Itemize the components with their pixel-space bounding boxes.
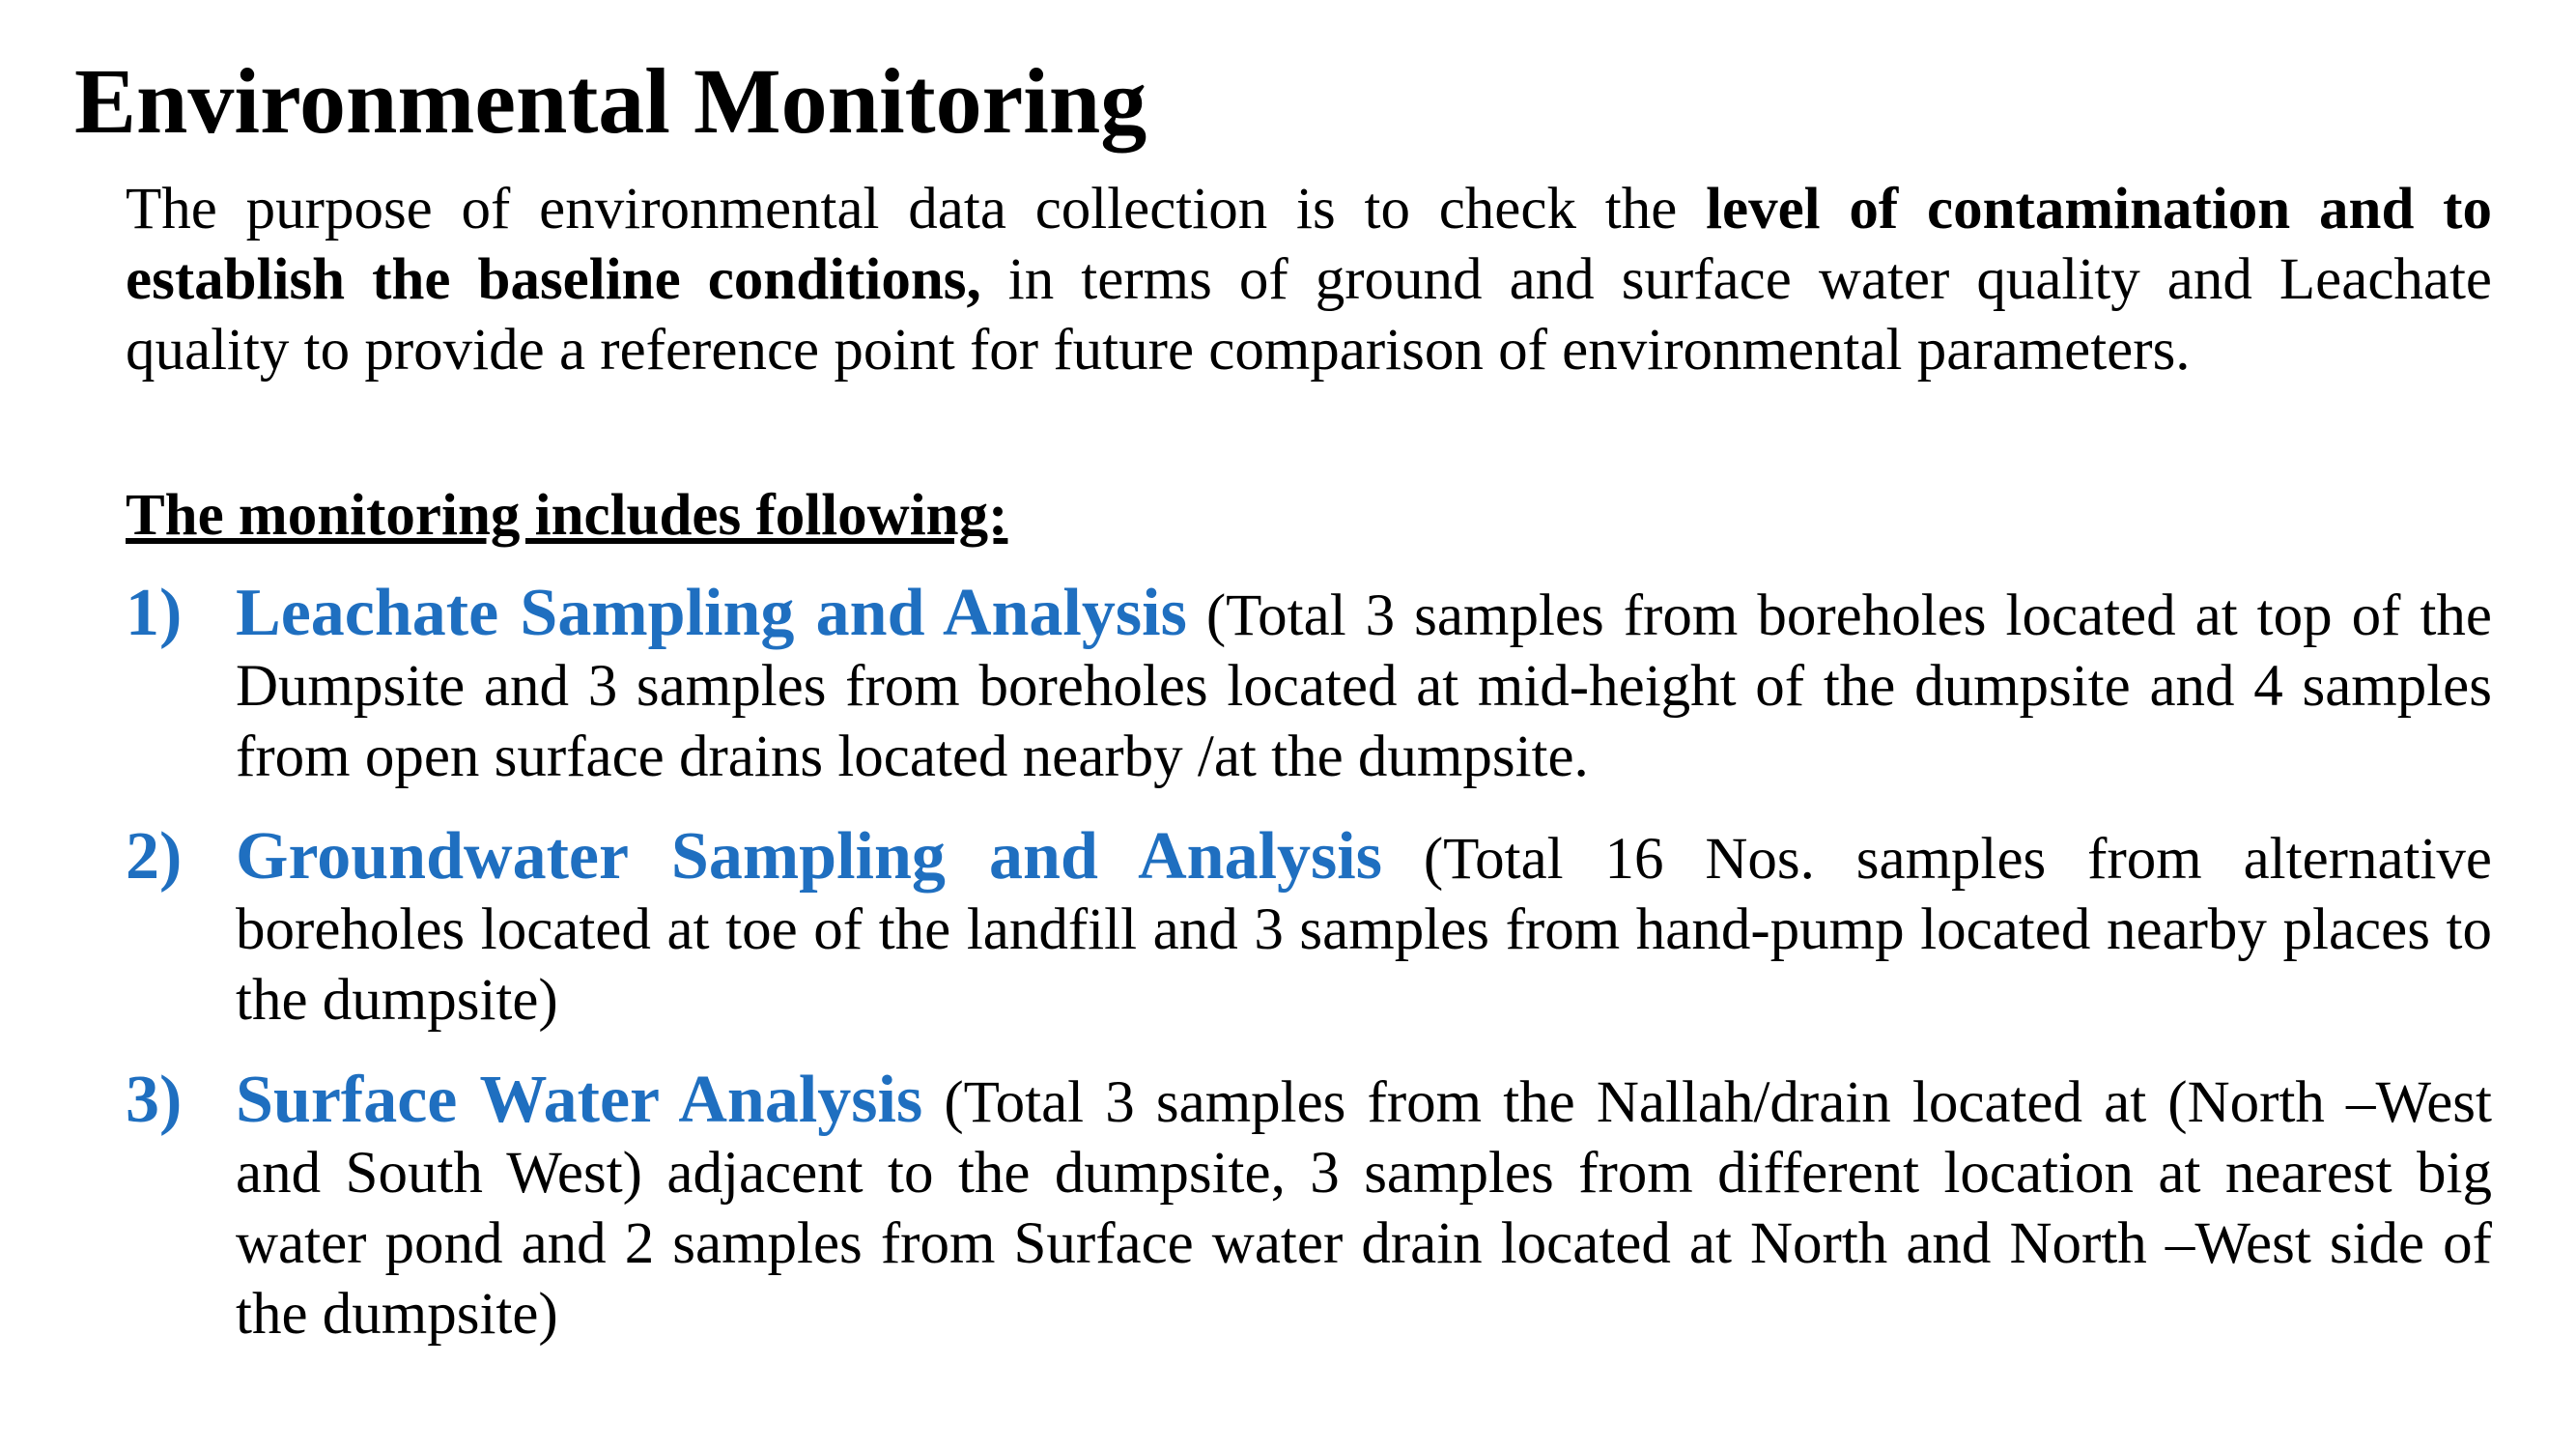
monitoring-list — [126, 578, 2492, 1378]
section-subheading: The monitoring includes following: — [126, 483, 1008, 548]
list-item-detail: (Total 16 Nos. samples from alternative boreholes located at toe of the landfill and 3 samples from hand-pump located nearby places to the dumpsite) — [236, 827, 2492, 1033]
list-item-number: 2) — [126, 819, 183, 894]
intro-paragraph — [126, 174, 2492, 385]
list-item-leachate — [126, 578, 2492, 792]
list-item-heading: Surface Water Analysis — [236, 1063, 923, 1137]
list-item-detail: (Total 3 samples from the Nallah/drain located at (North –West and South West) adjacent to the dumpsite, 3 samples from different location at nearest big water pond and 2 samples from Surface water drain located at North and North –West side of the dumpsite) — [236, 1070, 2492, 1347]
list-item-surface-water — [126, 1065, 2492, 1350]
intro-emphasis: level of contamination and to establish the baseline conditions, — [126, 177, 2492, 312]
page-title: Environmental Monitoring — [74, 49, 1147, 153]
list-item-groundwater — [126, 821, 2492, 1036]
list-item-number: 1) — [126, 576, 183, 650]
list-item-number: 3) — [126, 1063, 183, 1137]
list-item-detail: (Total 3 samples from boreholes located at top of the Dumpsite and 3 samples from boreholes located at mid-height of the dumpsite and 4 samples from open surface drains located nearby /at the dumpsite. — [236, 583, 2493, 789]
list-item-heading: Leachate Sampling and Analysis — [236, 576, 1187, 650]
intro-text-end: in terms of ground and surface water quality and Leachate quality to provide a reference point for future comparison of environmental parameters. — [126, 247, 2492, 383]
list-item-heading: Groundwater Sampling and Analysis — [236, 819, 1382, 894]
intro-text-start: The purpose of environmental data collection is to check the — [126, 177, 1707, 242]
